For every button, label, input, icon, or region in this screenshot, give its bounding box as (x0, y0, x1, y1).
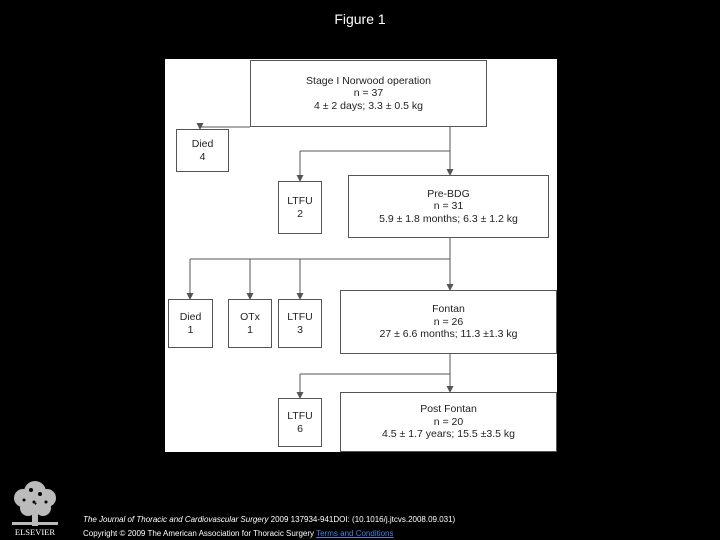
flowchart-panel (165, 59, 557, 452)
stage1-norwood-box: Stage I Norwood operation n = 37 4 ± 2 days; 3.3 ± 0.5 kg (250, 60, 487, 127)
ltfu-box-3: LTFU 6 (278, 398, 322, 447)
died-box-2: Died 1 (168, 299, 213, 348)
copyright-text: Copyright © 2009 The American Association for Thoracic Surgery (83, 529, 315, 538)
ltfu-box-1: LTFU 2 (278, 181, 322, 234)
svg-text:ELSEVIER: ELSEVIER (14, 527, 56, 537)
ltfu-box-2: LTFU 3 (278, 299, 322, 348)
fontan-box: Fontan n = 26 27 ± 6.6 months; 11.3 ±1.3 kg (340, 290, 557, 354)
died-box-1: Died 4 (176, 129, 229, 172)
copyright-line (83, 529, 394, 538)
citation-doi: 2009 137934-941DOI: (10.1016/j.jtcvs.2008.09.031) (268, 515, 456, 524)
post-fontan-box: Post Fontan n = 20 4.5 ± 1.7 years; 15.5 ±3.5 kg (340, 392, 557, 452)
figure-title: Figure 1 (334, 11, 386, 27)
elsevier-logo (6, 478, 64, 538)
journal-name: The Journal of Thoracic and Cardiovascular Surgery (83, 515, 269, 524)
pre-bdg-box: Pre-BDG n = 31 5.9 ± 1.8 months; 6.3 ± 1.2 kg (348, 175, 549, 238)
terms-and-conditions-link[interactable]: Terms and Conditions (316, 529, 394, 538)
citation-line (83, 515, 455, 524)
otx-box: OTx 1 (228, 299, 272, 348)
